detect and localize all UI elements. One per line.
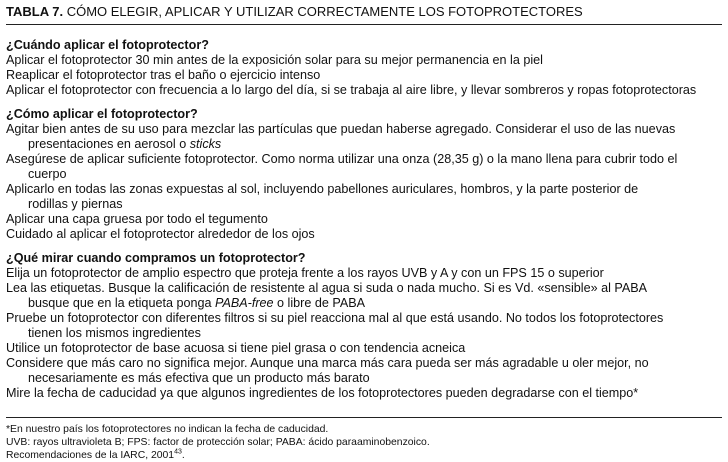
item-line: Cuidado al aplicar el fotoprotector alrededor de los ojos [6,227,315,241]
item-line: Asegúrese de aplicar suficiente fotoprotector. Como norma utilizar una onza (28,35 g) o la mano llena para cubrir todo el [6,152,678,166]
list-item [6,182,722,212]
item-line: Pruebe un fotoprotector con diferentes filtros si su piel reacciona mal al que está usando. No todos los fotoprotectores [6,311,664,325]
list-item [6,281,722,311]
footnote-3: Recomendaciones de la IARC, 2001$^{43}$. [6,448,185,461]
item-line: Aplicar el fotoprotector 30 min antes de la exposición solar para su mejor permanencia en la piel [6,53,543,67]
table-title [6,2,722,21]
section-2 [6,107,722,242]
list-item [6,386,722,401]
item-continuation: tienen los mismos ingredientes [28,326,201,340]
item-line: Mire la fecha de caducidad ya que algunos ingredientes de los fotoprotectores pueden degradarse con el tiempo* [6,386,639,400]
section-1 [6,38,722,98]
list-item [6,341,722,356]
list-item [6,83,722,98]
item-line: Utilice un fotoprotector de base acuosa si tiene piel grasa o con tendencia acneica [6,341,466,355]
list-item [6,122,722,152]
item-line: Lea las etiquetas. Busque la calificación de resistente al agua si suda o nada mucho. Si es Vd. «sensible» al PABA [6,281,648,295]
item-line: Aplicar el fotoprotector con frecuencia a lo largo del día, si se trabaja al aire libre, y llevar sombreros y ropas fotoprotectoras [6,83,697,97]
footnote-rule [6,417,722,418]
section-heading: ¿Cómo aplicar el fotoprotector? [6,107,198,121]
footnote-1: *En nuestro país los fotoprotectores no indican la fecha de caducidad. [6,424,329,435]
list-item [6,311,722,341]
item-continuation: busque que en la etiqueta ponga PABA-free o libre de PABA [28,296,366,310]
top-rule [6,24,722,25]
item-continuation: cuerpo [28,167,67,181]
footnote-2: UVB: rayos ultravioleta B; FPS: factor de protección solar; PABA: ácido paraaminobenzoico. [6,437,430,448]
section-heading: ¿Qué mirar cuando compramos un fotoprotector? [6,251,306,265]
item-continuation: presentaciones en aerosol o sticks [28,137,222,151]
item-line: Considere que más caro no significa mejor. Aunque una marca más cara pueda ser más agradable u oler mejor, no [6,356,649,370]
list-item [6,152,722,182]
list-item [6,356,722,386]
section-3 [6,251,722,401]
footnote-ref: 43 [174,448,182,456]
item-line: Agitar bien antes de su uso para mezclar las partículas que puedan haberse agregado. Considerar el uso de las nuevas [6,122,676,136]
section-heading: ¿Cuándo aplicar el fotoprotector? [6,38,209,52]
list-item [6,53,722,68]
table-body [6,38,722,401]
item-continuation: rodillas y piernas [28,197,123,211]
item-line: Aplicarlo en todas las zonas expuestas al sol, incluyendo pabellones auriculares, hombros, y la parte posterior de [6,182,639,196]
list-item [6,266,722,281]
item-line: Aplicar una capa gruesa por todo el tegumento [6,212,268,226]
list-item [6,227,722,242]
list-item [6,68,722,83]
table-label: TABLA 7. [6,4,64,19]
item-line: Elija un fotoprotector de amplio espectro que proteja frente a los rayos UVB y A y con un FPS 15 o superior [6,266,604,280]
footnotes [6,412,722,462]
item-line: Reaplicar el fotoprotector tras el baño o ejercicio intenso [6,68,321,82]
table-title-text: CÓMO ELEGIR, APLICAR Y UTILIZAR CORRECTAMENTE LOS FOTOPROTECTORES [66,4,583,19]
item-continuation: necesariamente es más efectiva que un producto más barato [28,371,370,385]
footnote-3-text: Recomendaciones de la IARC, 2001 [6,450,175,461]
list-item [6,212,722,227]
